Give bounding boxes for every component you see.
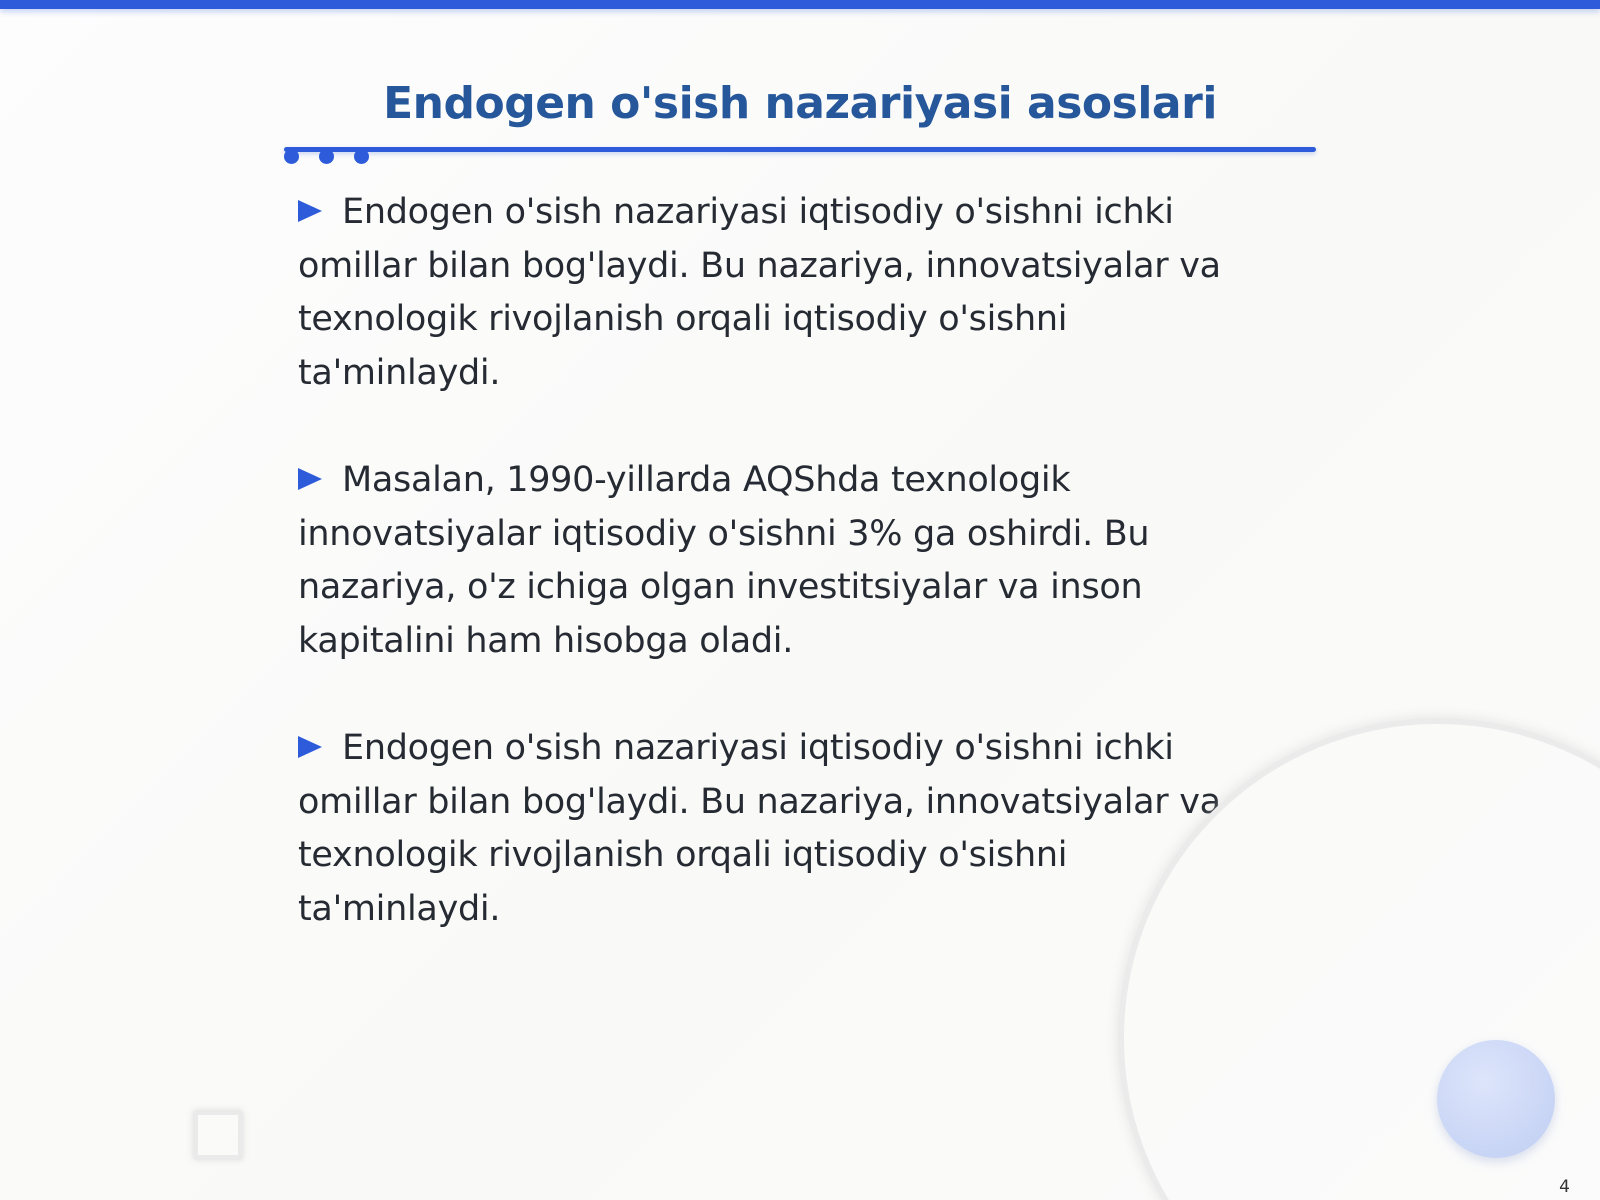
triangle-right-bullet-icon bbox=[298, 736, 322, 758]
triangle-right-bullet-icon bbox=[298, 200, 322, 222]
top-accent-bar bbox=[0, 0, 1600, 9]
bullet-list bbox=[298, 186, 1258, 990]
bullet-paragraph bbox=[298, 454, 1258, 668]
page-number: 4 bbox=[1559, 1177, 1570, 1197]
bullet-text: Endogen o'sish nazariyasi iqtisodiy o'sishni ichki omillar bilan bog'laydi. Bu nazariya, innovatsiyalar va texnologik rivojlanish orqali iqtisodiy o'sishni ta'minlaydi. bbox=[298, 192, 1221, 393]
triangle-right-bullet-icon bbox=[298, 468, 322, 490]
decorative-dot bbox=[284, 149, 299, 164]
decorative-square bbox=[193, 1110, 243, 1160]
decorative-circle bbox=[1437, 1040, 1555, 1158]
slide-title: Endogen o'sish nazariyasi asoslari bbox=[383, 78, 1217, 129]
title-underline bbox=[284, 147, 1316, 152]
decorative-dot bbox=[354, 149, 369, 164]
bullet-paragraph bbox=[298, 722, 1258, 936]
bullet-paragraph bbox=[298, 186, 1258, 400]
bullet-text: Masalan, 1990-yillarda AQShda texnologik innovatsiyalar iqtisodiy o'sishni 3% ga oshirdi. Bu nazariya, o'z ichiga olgan investitsiyalar va inson kapitalini ham hisobga oladi. bbox=[298, 460, 1150, 661]
bullet-text: Endogen o'sish nazariyasi iqtisodiy o'sishni ichki omillar bilan bog'laydi. Bu nazariya, innovatsiyalar va texnologik rivojlanish orqali iqtisodiy o'sishni ta'minlaydi. bbox=[298, 728, 1221, 929]
decorative-dot bbox=[319, 149, 334, 164]
